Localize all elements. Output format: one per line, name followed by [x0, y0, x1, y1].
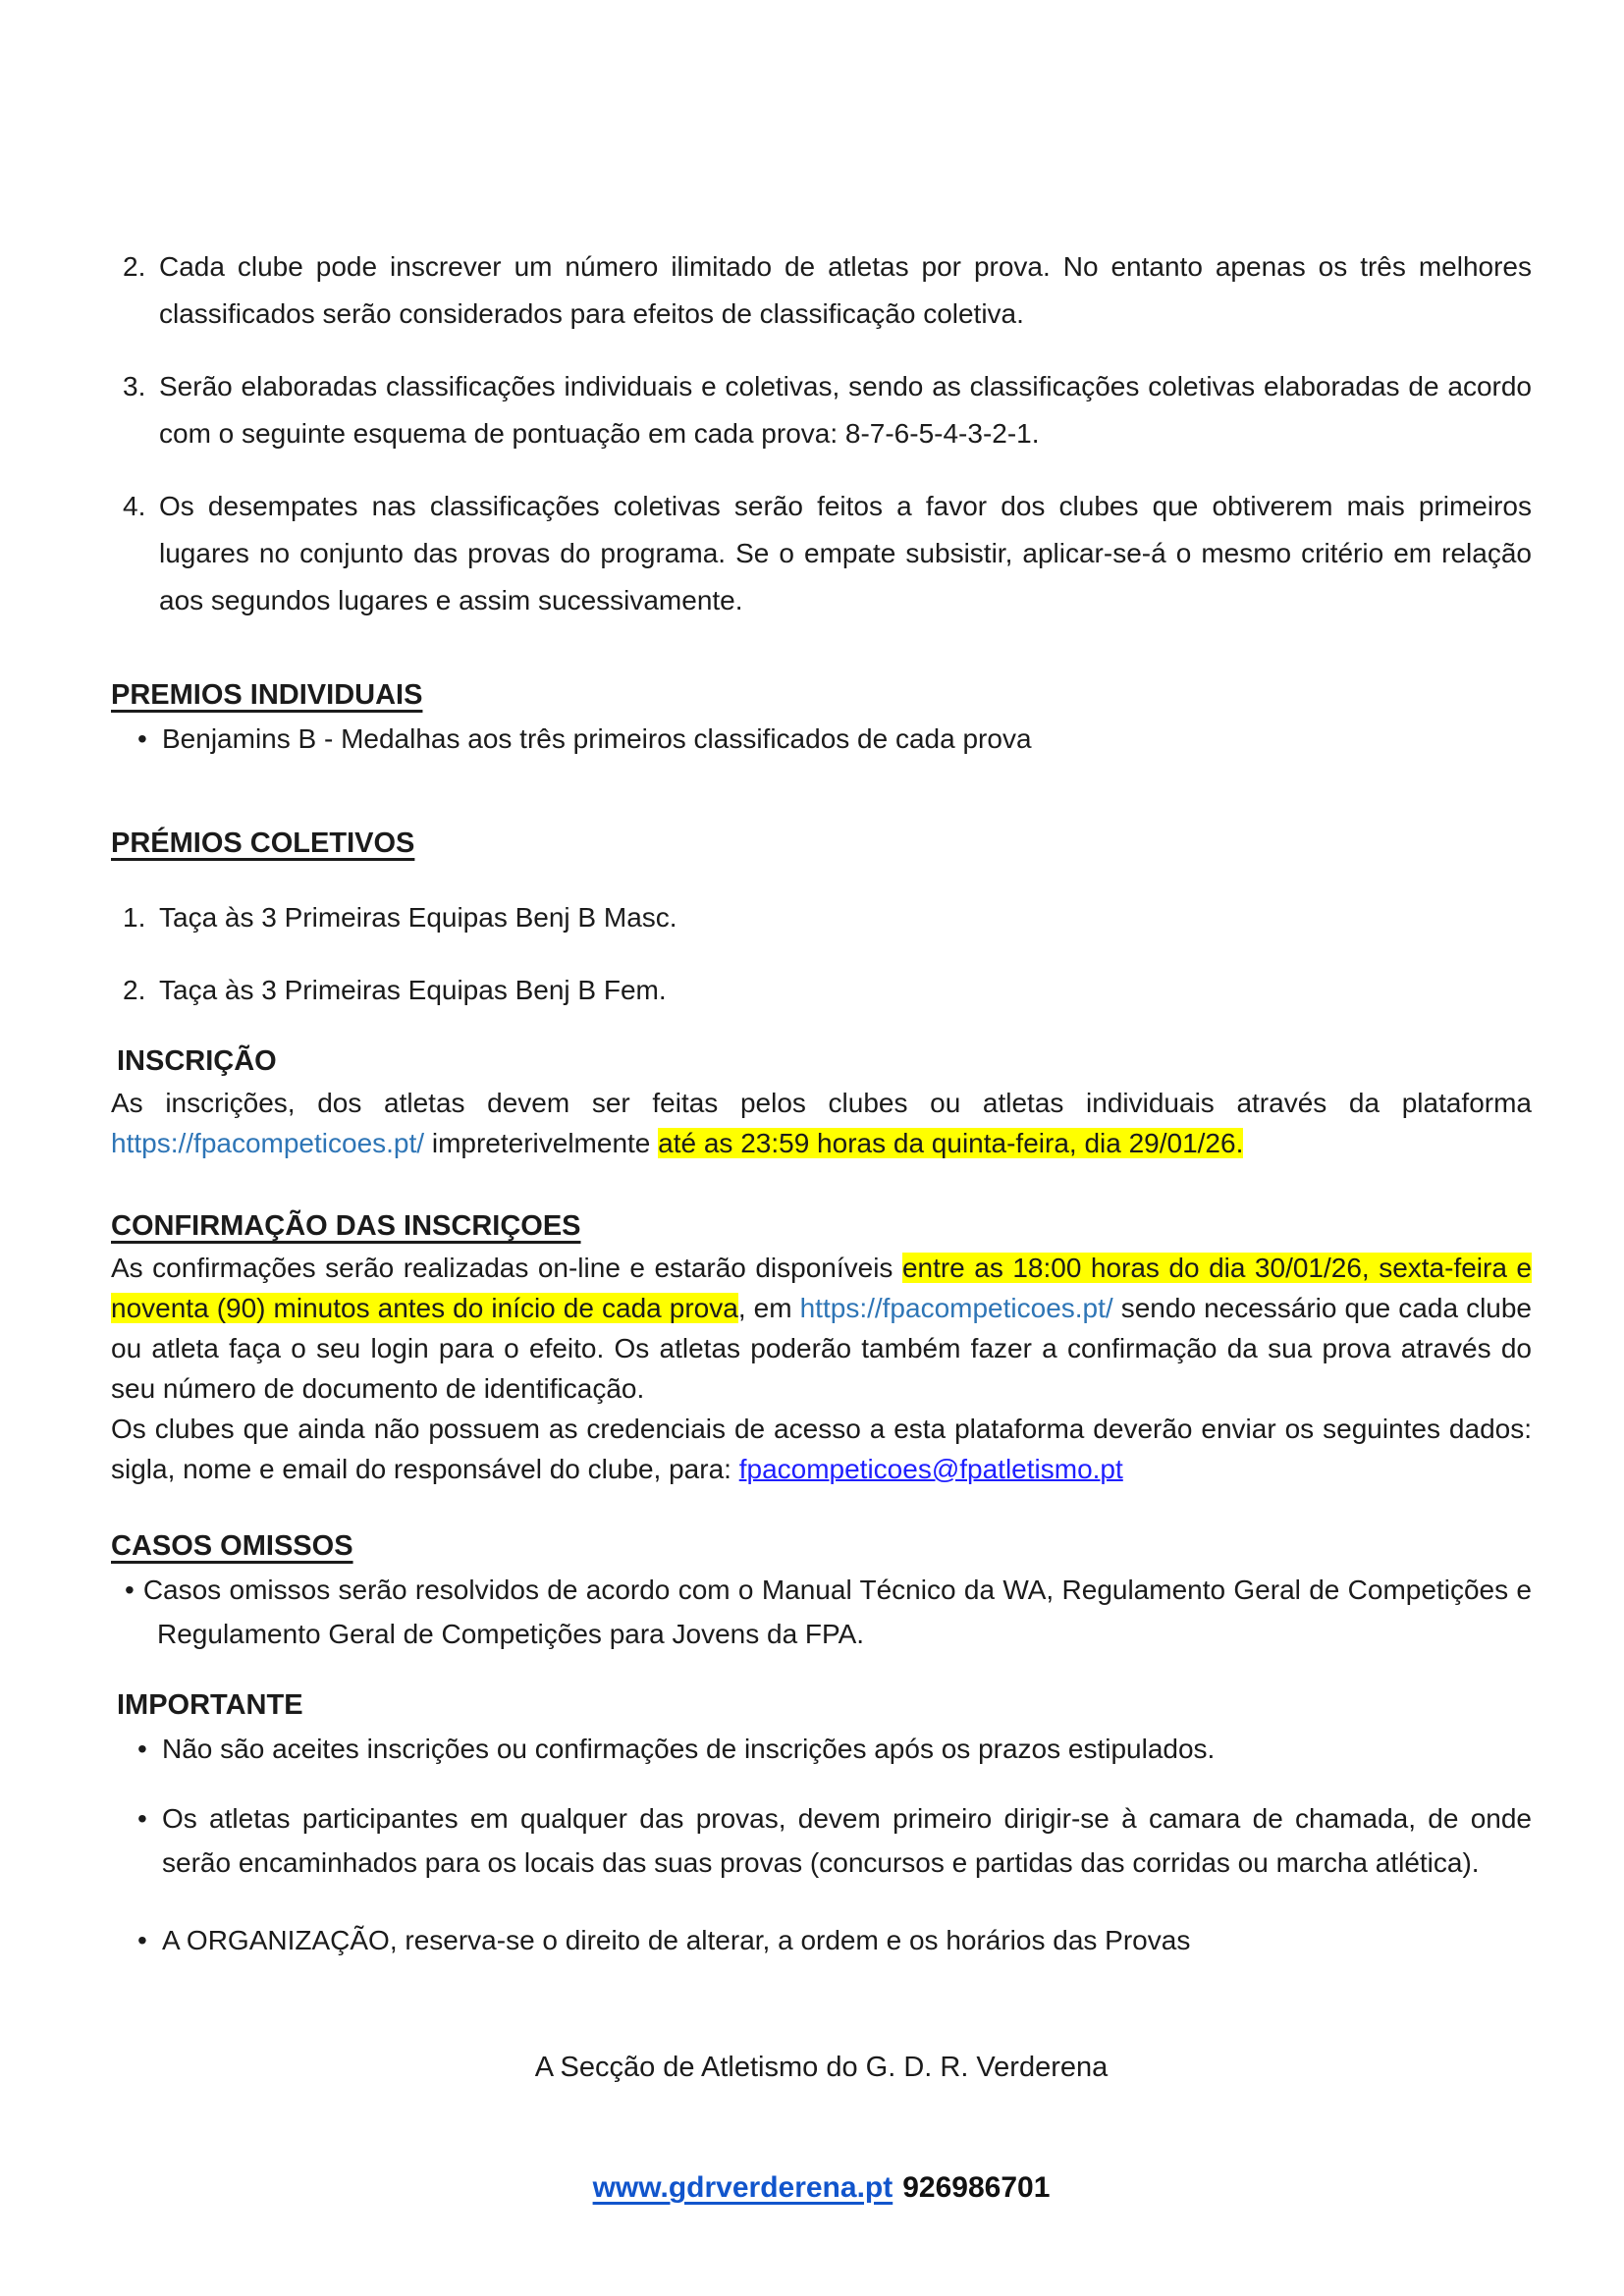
importante-bullet-1 [111, 1727, 1532, 1771]
confirmacao-paragraph-1 [111, 1248, 1532, 1409]
bullet-item-benjamins [111, 717, 1532, 761]
section-title-casos-omissos: CASOS OMISSOS [111, 1530, 353, 1562]
list-item-3 [111, 363, 1532, 457]
section-title-confirmacao: CONFIRMAÇÃO DAS INSCRIÇOES [111, 1210, 581, 1242]
bullet-icon: • [137, 1925, 147, 1955]
closing-line: A Secção de Atletismo do G. D. R. Verderena [534, 2052, 1109, 2083]
list-item-2 [111, 243, 1532, 338]
importante-bullet-3 [111, 1918, 1532, 1962]
list-item-number: 2. [123, 975, 146, 1005]
casos-omissos-text: Casos omissos serão resolvidos de acordo com o Manual Técnico da WA, Regulamento Geral de Competições e Regulamento Geral de Competições para Jovens da FPA. [142, 1575, 1532, 1649]
footer [111, 2165, 1532, 2210]
list-item-taca-fem [111, 967, 1532, 1014]
bullet-icon: • [125, 1575, 135, 1605]
list-item-taca-masc [111, 894, 1532, 941]
list-item-number: 4. [123, 491, 146, 521]
fpacompeticoes-email-link[interactable]: fpacompeticoes@fpatletismo.pt [738, 1454, 1123, 1484]
bullet-text: Benjamins B - Medalhas aos três primeiros classificados de cada prova [162, 723, 1032, 754]
inscricao-paragraph [111, 1083, 1532, 1163]
importante-text-1: Não são aceites inscrições ou confirmações de inscrições após os prazos estipulados. [162, 1734, 1216, 1764]
importante-text-2: Os atletas participantes em qualquer das provas, devem primeiro dirigir-se à camara de chamada, de onde serão encaminhados para os locais das suas provas (concursos e partidas das corridas ou marcha atlética). [162, 1803, 1532, 1878]
bullet-icon: • [137, 1803, 147, 1834]
inscricao-text-2: impreterivelmente [424, 1128, 659, 1158]
fpacompeticoes-link[interactable]: https://fpacompeticoes.pt/ [111, 1128, 425, 1158]
list-item-text: Serão elaboradas classificações individuais e coletivas, sendo as classificações coletivas elaboradas de acordo com o seguinte esquema de pontuação em cada prova: 8-7-6-5-4-3-2-1. [159, 371, 1532, 449]
section-title-inscricao: INSCRIÇÃO [117, 1045, 277, 1077]
fpacompeticoes-link-2[interactable]: https://fpacompeticoes.pt/ [799, 1293, 1113, 1323]
list-item-number: 2. [123, 251, 146, 282]
section-title-importante: IMPORTANTE [117, 1689, 303, 1721]
importante-bullet-2 [111, 1796, 1532, 1885]
confirmacao-paragraph-2 [111, 1409, 1532, 1489]
list-item-number: 1. [123, 902, 146, 933]
list-item-number: 3. [123, 371, 146, 401]
gdrverderena-link[interactable]: www.gdrverderena.pt [592, 2171, 893, 2204]
confirmacao-window-highlight: entre as 18:00 horas do dia 30/01/26, sexta-feira e noventa (90) minutos antes do início de cada prova [111, 1253, 1532, 1323]
list-item-text: Os desempates nas classificações coletivas serão feitos a favor dos clubes que obtiverem mais primeiros lugares no conjunto das provas do programa. Se o empate subsistir, aplicar-se-á o mesmo critério em relação aos segundos lugares e assim sucessivamente. [159, 491, 1532, 615]
bullet-icon: • [137, 723, 147, 754]
list-item-text: Taça às 3 Primeiras Equipas Benj B Masc. [159, 902, 677, 933]
confirmacao-text-1: As confirmações serão realizadas on-line e estarão disponíveis [111, 1253, 902, 1283]
list-item-4 [111, 483, 1532, 624]
confirmacao-text-2: , em [737, 1293, 800, 1323]
casos-omissos-bullet [111, 1568, 1532, 1656]
inscricao-text-1: As inscrições, dos atletas devem ser feitas pelos clubes ou atletas individuais através da plataforma [111, 1088, 1532, 1118]
footer-phone: 926986701 [902, 2171, 1051, 2204]
bullet-icon: • [137, 1734, 147, 1764]
list-item-text: Cada clube pode inscrever um número ilimitado de atletas por prova. No entanto apenas os três melhores classificados serão considerados para efeitos de classificação coletiva. [159, 251, 1532, 329]
list-item-text: Taça às 3 Primeiras Equipas Benj B Fem. [159, 975, 667, 1005]
credenciais-text: Os clubes que ainda não possuem as credenciais de acesso a esta plataforma deverão enviar os seguintes dados: sigla, nome e email do responsável do clube, para: [111, 1414, 1532, 1484]
section-title-premios-individuais: PREMIOS INDIVIDUAIS [111, 679, 423, 711]
section-title-premios-coletivos: PRÉMIOS COLETIVOS [111, 828, 415, 859]
confirmacao-text-3: sendo necessário que cada clube ou atleta faça o seu login para o efeito. Os atletas poderão também fazer a confirmação da sua prova através do seu número de documento de identificação. [111, 1293, 1533, 1404]
importante-text-3: A ORGANIZAÇÃO, reserva-se o direito de alterar, a ordem e os horários das Provas [162, 1925, 1191, 1955]
inscricao-deadline-highlight: até as 23:59 horas da quinta-feira, dia 29/01/26. [658, 1128, 1244, 1158]
